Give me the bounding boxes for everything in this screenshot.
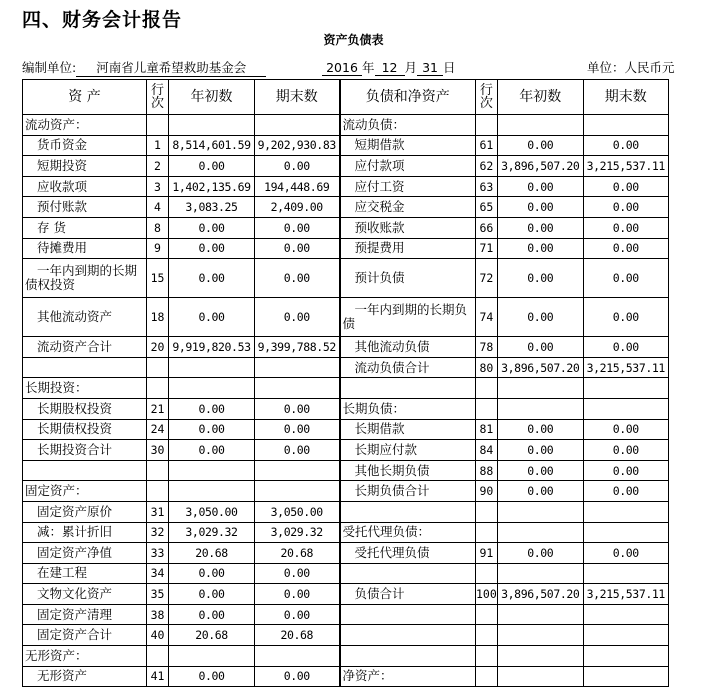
liability-begin-value: 0.00 [497, 217, 583, 238]
liability-item: 其他流动负债 [340, 337, 476, 358]
table-row [23, 398, 669, 419]
asset-item: 长期债权投资 [23, 419, 147, 440]
liability-row-no: 66 [476, 217, 498, 238]
asset-row-no: 21 [147, 398, 169, 419]
liability-end-value: 0.00 [583, 337, 668, 358]
liability-end-value: 0.00 [583, 176, 668, 197]
table-row [23, 604, 669, 625]
liability-row-no [476, 501, 498, 522]
liability-end-value: 0.00 [583, 481, 668, 502]
liability-item: 预提费用 [340, 238, 476, 259]
asset-end-value: 20.68 [255, 625, 340, 646]
liability-end-value: 0.00 [583, 440, 668, 461]
asset-begin-value: 3,029.32 [169, 522, 255, 543]
table-row [23, 298, 669, 337]
report-month: 12 [375, 60, 405, 76]
liability-begin-value [497, 115, 583, 136]
asset-item: 固定资产原价 [23, 501, 147, 522]
table-row [23, 135, 669, 156]
asset-row-no [147, 481, 169, 502]
asset-item [23, 460, 147, 481]
asset-end-value: 0.00 [255, 259, 340, 298]
asset-end-value: 0.00 [255, 419, 340, 440]
liability-end-value: 0.00 [583, 197, 668, 218]
table-row [23, 357, 669, 378]
liability-item [340, 625, 476, 646]
liability-row-no: 90 [476, 481, 498, 502]
liability-begin-value: 0.00 [497, 135, 583, 156]
asset-begin-value: 0.00 [169, 298, 255, 337]
liability-item: 应付款项 [340, 156, 476, 177]
asset-begin-value: 0.00 [169, 666, 255, 687]
liability-begin-value: 0.00 [497, 259, 583, 298]
header-begin: 年初数 [169, 80, 255, 115]
asset-item: 固定资产净值 [23, 543, 147, 564]
asset-begin-value: 0.00 [169, 398, 255, 419]
asset-row-no: 41 [147, 666, 169, 687]
liability-begin-value: 0.00 [497, 337, 583, 358]
header-row-no: 行次 [147, 80, 169, 115]
asset-begin-value [169, 115, 255, 136]
asset-row-no: 31 [147, 501, 169, 522]
asset-begin-value [169, 481, 255, 502]
liability-item [340, 563, 476, 584]
currency-unit: 单位：人民币元 [587, 60, 675, 75]
asset-end-value: 9,202,930.83 [255, 135, 340, 156]
liability-begin-value: 0.00 [497, 543, 583, 564]
asset-end-value: 0.00 [255, 398, 340, 419]
liability-begin-value: 0.00 [497, 460, 583, 481]
asset-item: 文物文化资产 [23, 584, 147, 605]
asset-begin-value: 0.00 [169, 604, 255, 625]
asset-begin-value: 3,083.25 [169, 197, 255, 218]
table-row [23, 584, 669, 605]
table-row [23, 646, 669, 667]
liability-row-no [476, 522, 498, 543]
asset-item [23, 357, 147, 378]
liability-end-value: 0.00 [583, 298, 668, 337]
liability-row-no: 65 [476, 197, 498, 218]
asset-item: 货币资金 [23, 135, 147, 156]
asset-begin-value: 0.00 [169, 156, 255, 177]
asset-end-value: 0.00 [255, 217, 340, 238]
liability-begin-value: 0.00 [497, 197, 583, 218]
asset-row-no: 15 [147, 259, 169, 298]
liability-begin-value: 0.00 [497, 176, 583, 197]
asset-item: 一年内到期的长期债权投资 [23, 259, 147, 298]
asset-end-value: 0.00 [255, 584, 340, 605]
asset-row-no: 33 [147, 543, 169, 564]
table-row [23, 115, 669, 136]
asset-item: 长期投资： [23, 378, 147, 399]
header-end: 期末数 [583, 80, 668, 115]
liability-begin-value [497, 522, 583, 543]
asset-begin-value: 20.68 [169, 543, 255, 564]
asset-end-value: 3,029.32 [255, 522, 340, 543]
preparer-label: 编制单位: [22, 60, 77, 75]
asset-end-value [255, 460, 340, 481]
liability-row-no: 63 [476, 176, 498, 197]
liability-row-no: 80 [476, 357, 498, 378]
asset-end-value: 0.00 [255, 238, 340, 259]
asset-end-value [255, 357, 340, 378]
asset-begin-value: 0.00 [169, 584, 255, 605]
liability-begin-value: 0.00 [497, 238, 583, 259]
liability-end-value [583, 646, 668, 667]
asset-begin-value: 0.00 [169, 217, 255, 238]
liability-begin-value: 3,896,507.20 [497, 156, 583, 177]
asset-item: 固定资产合计 [23, 625, 147, 646]
liability-item: 负债合计 [340, 584, 476, 605]
table-row [23, 563, 669, 584]
liability-row-no: 62 [476, 156, 498, 177]
liability-row-no [476, 378, 498, 399]
asset-begin-value [169, 378, 255, 399]
liability-end-value: 0.00 [583, 238, 668, 259]
header-assets: 资 产 [23, 80, 147, 115]
asset-row-no [147, 357, 169, 378]
table-row [23, 522, 669, 543]
month-label: 月 [404, 60, 418, 75]
liability-item: 受托代理负债： [340, 522, 476, 543]
liability-end-value: 0.00 [583, 135, 668, 156]
table-row [23, 543, 669, 564]
table-row [23, 197, 669, 218]
asset-item: 流动资产合计 [23, 337, 147, 358]
asset-end-value [255, 646, 340, 667]
asset-row-no: 18 [147, 298, 169, 337]
table-row [23, 419, 669, 440]
asset-item: 待摊费用 [23, 238, 147, 259]
table-row [23, 460, 669, 481]
liability-end-value: 0.00 [583, 543, 668, 564]
asset-begin-value: 0.00 [169, 563, 255, 584]
table-body [23, 115, 669, 687]
asset-end-value: 0.00 [255, 156, 340, 177]
liability-item: 短期借款 [340, 135, 476, 156]
asset-end-value: 0.00 [255, 440, 340, 461]
liability-row-no: 88 [476, 460, 498, 481]
liability-row-no: 91 [476, 543, 498, 564]
asset-row-no [147, 115, 169, 136]
liability-begin-value [497, 666, 583, 687]
asset-begin-value [169, 357, 255, 378]
liability-begin-value: 3,896,507.20 [497, 584, 583, 605]
liability-item: 长期负债合计 [340, 481, 476, 502]
asset-end-value: 0.00 [255, 666, 340, 687]
table-row [23, 176, 669, 197]
liability-end-value: 0.00 [583, 217, 668, 238]
table-row [23, 156, 669, 177]
liability-item: 净资产： [340, 666, 476, 687]
asset-row-no: 20 [147, 337, 169, 358]
asset-item: 应收款项 [23, 176, 147, 197]
liability-end-value [583, 563, 668, 584]
asset-begin-value: 0.00 [169, 440, 255, 461]
asset-end-value: 194,448.69 [255, 176, 340, 197]
liability-item: 应交税金 [340, 197, 476, 218]
liability-end-value [583, 666, 668, 687]
asset-begin-value: 0.00 [169, 259, 255, 298]
liability-begin-value: 0.00 [497, 481, 583, 502]
asset-row-no [147, 646, 169, 667]
table-row [23, 337, 669, 358]
asset-item: 流动资产： [23, 115, 147, 136]
preparer-line [22, 58, 266, 77]
liability-end-value [583, 398, 668, 419]
liability-item: 流动负债： [340, 115, 476, 136]
asset-row-no [147, 378, 169, 399]
liability-begin-value [497, 625, 583, 646]
asset-end-value [255, 115, 340, 136]
asset-begin-value: 3,050.00 [169, 501, 255, 522]
asset-row-no: 40 [147, 625, 169, 646]
asset-item: 固定资产： [23, 481, 147, 502]
asset-item: 减：累计折旧 [23, 522, 147, 543]
document-title: 资产负债表 [323, 33, 384, 47]
liability-end-value: 3,215,537.11 [583, 584, 668, 605]
table-row [23, 481, 669, 502]
header-begin: 年初数 [497, 80, 583, 115]
asset-row-no: 8 [147, 217, 169, 238]
asset-end-value: 20.68 [255, 543, 340, 564]
table-row [23, 217, 669, 238]
liability-row-no: 81 [476, 419, 498, 440]
header-liabilities: 负债和净资产 [340, 80, 476, 115]
asset-item: 预付账款 [23, 197, 147, 218]
liability-row-no [476, 398, 498, 419]
section-title: 四、财务会计报告 [22, 9, 183, 31]
liability-begin-value [497, 398, 583, 419]
asset-row-no: 32 [147, 522, 169, 543]
liability-end-value [583, 115, 668, 136]
asset-begin-value: 0.00 [169, 238, 255, 259]
table-row [23, 378, 669, 399]
liability-item: 流动负债合计 [340, 357, 476, 378]
asset-row-no: 38 [147, 604, 169, 625]
table-header-row [23, 80, 669, 115]
asset-row-no: 4 [147, 197, 169, 218]
liability-end-value [583, 378, 668, 399]
year-label: 年 [362, 60, 375, 75]
asset-end-value: 9,399,788.52 [255, 337, 340, 358]
liability-row-no [476, 604, 498, 625]
asset-row-no: 30 [147, 440, 169, 461]
liability-end-value: 3,215,537.11 [583, 156, 668, 177]
asset-item: 在建工程 [23, 563, 147, 584]
liability-item: 预计负债 [340, 259, 476, 298]
asset-item: 长期股权投资 [23, 398, 147, 419]
table-row [23, 440, 669, 461]
liability-row-no: 84 [476, 440, 498, 461]
asset-item: 无形资产 [23, 666, 147, 687]
asset-item: 其他流动资产 [23, 298, 147, 337]
liability-row-no [476, 646, 498, 667]
asset-begin-value [169, 460, 255, 481]
liability-item: 长期应付款 [340, 440, 476, 461]
report-day: 31 [417, 60, 443, 76]
liability-item [340, 378, 476, 399]
asset-item: 固定资产清理 [23, 604, 147, 625]
table-row [23, 238, 669, 259]
asset-begin-value: 8,514,601.59 [169, 135, 255, 156]
liability-begin-value [497, 646, 583, 667]
asset-row-no: 2 [147, 156, 169, 177]
table-row [23, 501, 669, 522]
liability-end-value: 0.00 [583, 460, 668, 481]
asset-begin-value [169, 646, 255, 667]
liability-end-value [583, 522, 668, 543]
liability-begin-value: 0.00 [497, 440, 583, 461]
liability-row-no [476, 625, 498, 646]
report-year: 2016 [322, 60, 362, 76]
liability-row-no: 78 [476, 337, 498, 358]
asset-end-value: 0.00 [255, 563, 340, 584]
preparer-name: 河南省儿童希望救助基金会 [76, 58, 266, 77]
header-end: 期末数 [255, 80, 340, 115]
asset-end-value: 2,409.00 [255, 197, 340, 218]
liability-begin-value: 3,896,507.20 [497, 357, 583, 378]
asset-row-no: 3 [147, 176, 169, 197]
liability-end-value [583, 604, 668, 625]
liability-item [340, 604, 476, 625]
asset-item: 存 货 [23, 217, 147, 238]
liability-end-value [583, 625, 668, 646]
header-row-no: 行次 [476, 80, 498, 115]
liability-begin-value [497, 378, 583, 399]
liability-end-value: 0.00 [583, 259, 668, 298]
liability-row-no: 71 [476, 238, 498, 259]
liability-item: 预收账款 [340, 217, 476, 238]
asset-begin-value: 1,402,135.69 [169, 176, 255, 197]
table-row [23, 666, 669, 687]
asset-row-no: 34 [147, 563, 169, 584]
asset-end-value [255, 481, 340, 502]
asset-begin-value: 9,919,820.53 [169, 337, 255, 358]
liability-row-no: 100 [476, 584, 498, 605]
report-date [322, 58, 456, 76]
day-label: 日 [443, 60, 456, 75]
liability-item [340, 501, 476, 522]
balance-sheet-table [22, 79, 669, 687]
liability-end-value: 3,215,537.11 [583, 357, 668, 378]
liability-begin-value [497, 604, 583, 625]
liability-row-no: 72 [476, 259, 498, 298]
liability-item: 长期借款 [340, 419, 476, 440]
liability-row-no [476, 666, 498, 687]
asset-begin-value: 0.00 [169, 419, 255, 440]
table-row [23, 259, 669, 298]
asset-begin-value: 20.68 [169, 625, 255, 646]
liability-begin-value: 0.00 [497, 298, 583, 337]
liability-begin-value [497, 563, 583, 584]
liability-item: 长期负债： [340, 398, 476, 419]
liability-item [340, 646, 476, 667]
asset-end-value [255, 378, 340, 399]
liability-begin-value: 0.00 [497, 419, 583, 440]
asset-item: 短期投资 [23, 156, 147, 177]
liability-begin-value [497, 501, 583, 522]
asset-row-no [147, 460, 169, 481]
liability-item: 受托代理负债 [340, 543, 476, 564]
liability-item: 其他长期负债 [340, 460, 476, 481]
asset-item: 长期投资合计 [23, 440, 147, 461]
liability-end-value [583, 501, 668, 522]
asset-row-no: 24 [147, 419, 169, 440]
liability-item: 应付工资 [340, 176, 476, 197]
liability-row-no: 61 [476, 135, 498, 156]
asset-row-no: 35 [147, 584, 169, 605]
asset-end-value: 0.00 [255, 604, 340, 625]
liability-row-no: 74 [476, 298, 498, 337]
asset-end-value: 3,050.00 [255, 501, 340, 522]
liability-end-value: 0.00 [583, 419, 668, 440]
asset-row-no: 9 [147, 238, 169, 259]
liability-row-no [476, 115, 498, 136]
asset-end-value: 0.00 [255, 298, 340, 337]
table-row [23, 625, 669, 646]
liability-row-no [476, 563, 498, 584]
asset-item: 无形资产： [23, 646, 147, 667]
liability-item: 一年内到期的长期负债 [340, 298, 476, 337]
asset-row-no: 1 [147, 135, 169, 156]
